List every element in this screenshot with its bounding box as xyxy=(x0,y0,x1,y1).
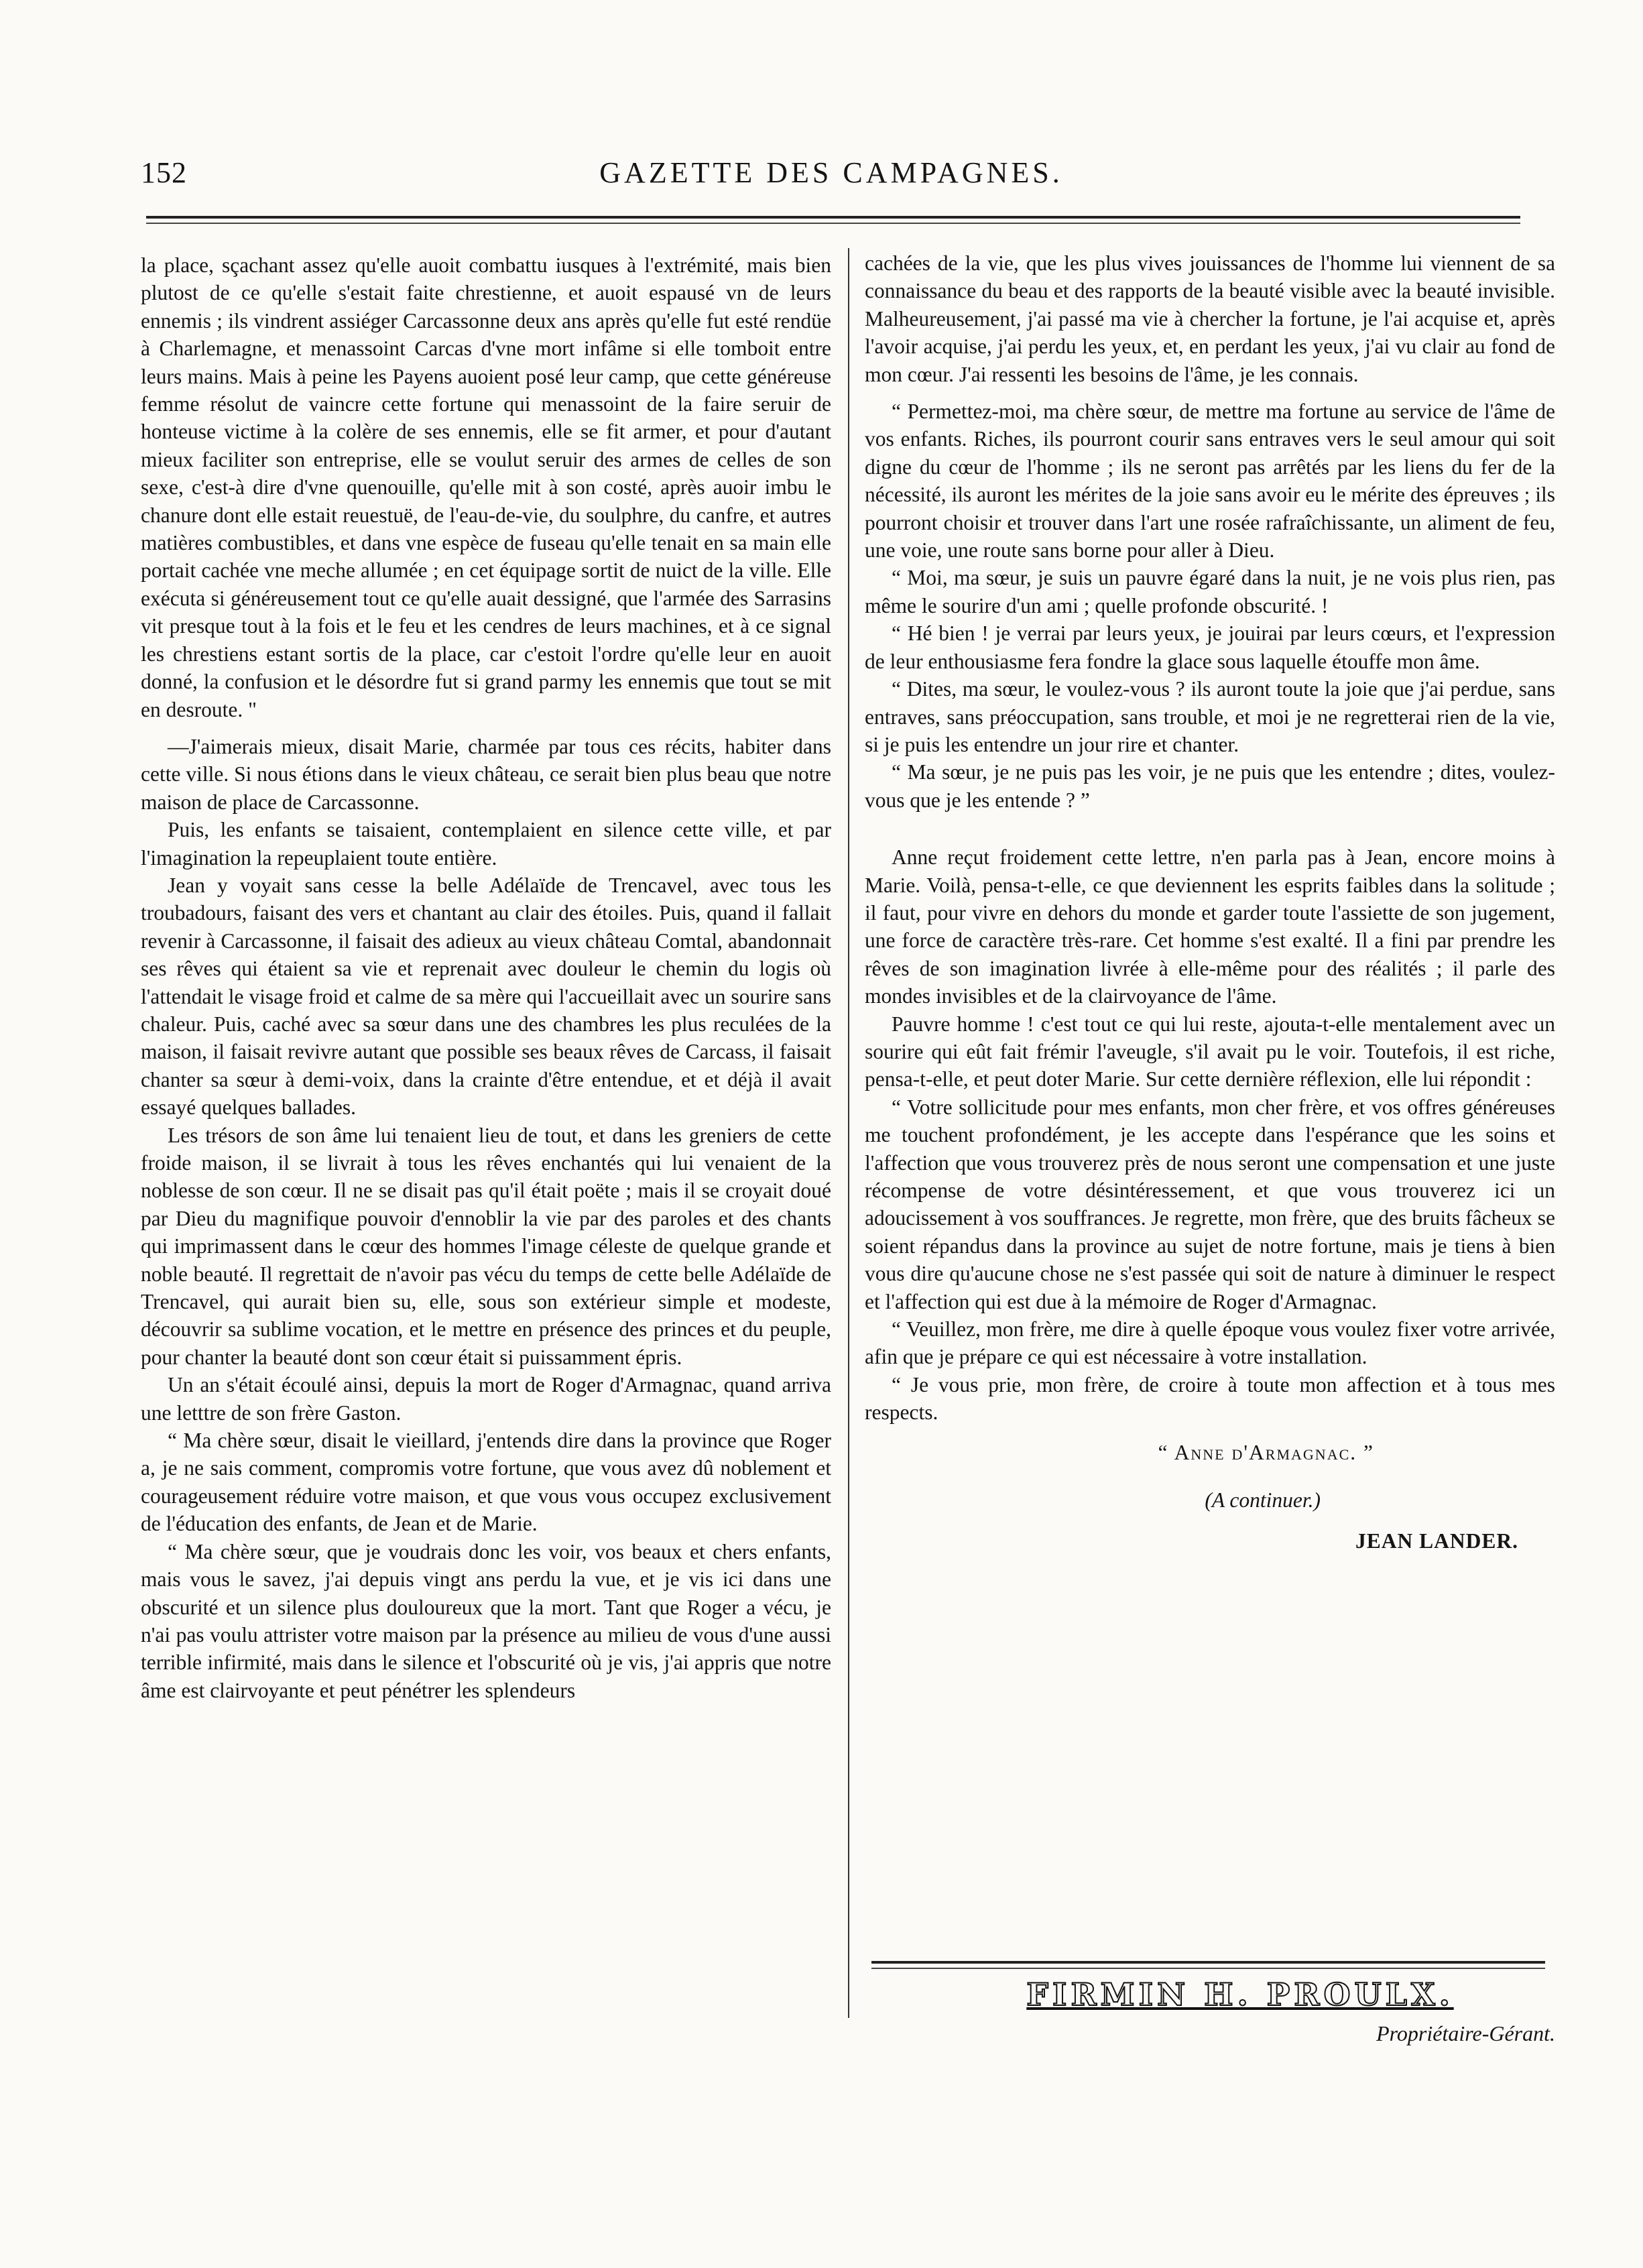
column-divider xyxy=(848,248,849,2018)
paragraph: “ Hé bien ! je verrai par leurs yeux, je jouirai par leurs cœurs, et l'expression de leur enthousiasme fera fondre la glace sous laquelle étouffe mon âme. xyxy=(865,621,1555,673)
paragraph: “ Ma chère sœur, que je voudrais donc les voir, vos beaux et chers enfants, mais vous le savez, j'ai depuis vingt ans perdu la vue, et je vis ici dans une obscurité et un silence plus douloureux que la mort. Tant que Roger a vécu, je n'ai pas voulu attrister votre maison par la présence au milieu de vous d'une aussi terrible infirmité, mais dans le silence et l'obscurité où je vis, j'ai appris que notre âme est clairvoyante et peut pénétrer les splendeurs xyxy=(141,1539,831,1702)
paragraph: Les trésors de son âme lui tenaient lieu de tout, et dans les greniers de cette froide maison, il se livrait à tous les rêves enchantés qui lui venaient de la noblesse de son cœur. Il ne se disait pas qu'il était poëte ; mais il se croyait doué par Dieu du magnifique pouvoir d'ennoblir la vie par des paroles et des chants qui imprimassent dans le cœur des hommes l'image céleste de quelque grande et noble beauté. Il regrettait de n'avoir pas vécu du temps de cette belle Adélaïde de Trencavel, qui aurait bien su, elle, sous son extérieur simple et modeste, découvrir sa sublime vocation, et le mettre en présence des princes et du peuple, pour chanter la beauté dont son cœur était si puissamment épris. xyxy=(141,1123,831,1369)
page-number: 152 xyxy=(141,156,187,189)
paragraph: cachées de la vie, que les plus vives jouissances de l'homme lui viennent de sa connaissance du beau et des rapports de la beauté visible avec la beauté invisible. Malheureusement, j'ai passé ma vie à chercher la fortune, je l'ai acquise et, après l'avoir acquise, j'ai perdu les yeux, et, en perdant les yeux, j'ai vu clair au fond de mon cœur. J'ai ressenti les besoins de l'âme, je les connais. xyxy=(865,251,1555,386)
right-column xyxy=(865,249,1555,1555)
paragraph: “ Ma chère sœur, disait le vieillard, j'entends dire dans la province que Roger a, je ne sais comment, compromis votre fortune, que vous avez dû noblement et courageusement réduire votre maison, et que vous vous occupez exclusivement de l'éducation des enfants, de Jean et de Marie. xyxy=(141,1429,831,1536)
paragraph: “ Je vous prie, mon frère, de croire à toute mon affection et à tous mes respects. xyxy=(865,1372,1555,1425)
paragraph: “ Moi, ma sœur, je suis un pauvre égaré dans la nuit, je ne vois plus rien, pas même le sourire d'un ami ; quelle profonde obscurité. ! xyxy=(865,566,1555,617)
left-column xyxy=(141,251,831,1704)
paragraph: “ Ma sœur, je ne puis pas les voir, je ne puis que les entendre ; dites, voulez-vous que je les entende ? ” xyxy=(865,760,1555,812)
page-header xyxy=(141,156,1522,196)
footer-rule xyxy=(871,1961,1545,1969)
journal-title: GAZETTE DES CAMPAGNES. xyxy=(599,156,1063,189)
paragraph: “ Dites, ma sœur, le voulez-vous ? ils auront toute la joie que j'ai perdue, sans entraves, sans préoccupation, sans trouble, et moi je ne regretterai rien de la vie, si je puis les entendre un jour rire et chanter. xyxy=(865,677,1555,756)
paragraph: Puis, les enfants se taisaient, contemplaient en silence cette ville, et par l'imagination la repeuplaient toute entière. xyxy=(141,818,831,870)
paragraph: “ Veuillez, mon frère, me dire à quelle époque vous voulez fixer votre arrivée, afin que je prépare ce qui est nécessaire à votre installation. xyxy=(865,1317,1555,1369)
paragraph: Anne reçut froidement cette lettre, n'en parla pas à Jean, encore moins à Marie. Voilà, pensa-t-elle, ce que deviennent les esprits faibles dans la solitude ; il faut, pour vivre en dehors du monde et garder toute l'assiette de son jugement, une force de caractère très-rare. Cet homme s'est exalté. Il a fini par prendre les rêves de son imagination livrée à elle-même pour des réalités ; il parle des mondes invisibles et de la clairvoyance de l'âme. xyxy=(865,845,1555,1008)
publisher-name: FIRMIN H. PROULX. xyxy=(1026,1976,1454,2013)
letter-signature: “ Anne d'Armagnac. ” xyxy=(1158,1440,1374,1464)
paragraph: “ Permettez-moi, ma chère sœur, de mettre ma fortune au service de l'âme de vos enfants. Riches, ils pourront courir sans entraves vers le seul amour qui soit digne du cœur de l'homme ; ils ne seront pas arrêtés par les liens du fer de la nécessité, ils auront les mérites de la joie sans avoir eu le mérite des épreuves ; ils pourront choisir et trouver dans l'art une rosée rafraîchissante, un aliment de feu, une voie, une route sans borne pour aller à Dieu. xyxy=(865,400,1555,562)
paragraph: Jean y voyait sans cesse la belle Adélaïde de Trencavel, avec tous les troubadours, faisant des vers et chantant au clair des étoiles. Puis, quand il fallait revenir à Carcassonne, il faisait des adieux au vieux château Comtal, abandonnait ses rêves qui étaient sa vie et reprenait avec douleur le chemin du logis où l'attendait le visage froid et calme de sa mère qui l'accueillait avec un sourire sans chaleur. Puis, caché avec sa sœur dans une des chambres les plus reculées de la maison, il faisait revivre autant que possible ses beaux rêves de Carcass, il faisait chanter sa sœur à demi-voix, dans la crainte d'être entendue, et et déjà il avait essayé quelques ballades. xyxy=(141,873,831,1120)
publisher-role: Propriétaire-Gérant. xyxy=(1376,2021,1555,2045)
paragraph: la place, sçachant assez qu'elle auoit combattu iusques à l'extrémité, mais bien plutost de ce qu'elle s'estait faite chrestienne, et auoit espausé vn de leurs ennemis ; ils vindrent assiéger Carcassonne deux ans après qu'elle fut esté rendüe à Charlemagne, et menassoint Carcas d'vne mort infâme si elle tomboit entre leurs mains. Mais à peine les Payens auoient posé leur camp, que cette généreuse femme résolut de vaincre cette fortune qui menassoint de la faire seruir de honteuse victime à la colère de ses ennemis, elle se fit armer, et pour d'autant mieux faciliter son entreprise, elle se voulut seruir des armes de celles de son sexe, c'est-à dire d'vne quenouille, qu'elle mit à son costé, après auoir imbu le chanure dont elle estait reuestuë, de l'eau-de-vie, du soulphre, du canfre, et autres matières combustibles, et dans vne espèce de fuseau qu'elle tenait en sa main elle portait cachée vne meche allumée ; en cet équipage sortit de nuict de la ville. Elle exécuta si généreusement tout ce qu'elle auait dessigné, que l'armée des Sarrasins vit presque tout à la fois et le feu et les cendres de leurs machines, et à ce signal les chrestiens estant sortis de la place, car c'estoit l'ordre qu'elle leur en auoit donné, la confusion et le désordre fut si grand parmy les ennemis que tout se mit en desroute. " xyxy=(141,253,831,721)
paragraph: “ Votre sollicitude pour mes enfants, mon cher frère, et vos offres généreuses me touchent profondément, je les accepte dans l'espérance que les soins et l'affection que vous trouverez près de nous seront une compensation et une juste récompense de votre désintéressement, et que vous trouverez ici un adoucissement à vos souffrances. Je regrette, mon frère, que des bruits fâcheux se soient répandus dans la province au sujet de notre fortune, mais je tiens à bien vous dire qu'aucune chose ne s'est passée qui soit de nature à diminuer le respect et l'affection qui est due à la mémoire de Roger d'Armagnac. xyxy=(865,1095,1555,1313)
header-rule xyxy=(146,216,1520,224)
paragraph: —J'aimerais mieux, disait Marie, charmée par tous ces récits, habiter dans cette ville. Si nous étions dans le vieux château, ce serait bien plus beau que notre maison de place de Carcassonne. xyxy=(141,734,831,814)
paragraph: Pauvre homme ! c'est tout ce qui lui reste, ajouta-t-elle mentalement avec un sourire qui eût fait frémir l'aveugle, s'il avait pu le voir. Toutefois, il est riche, pensa-t-elle, et peut doter Marie. Sur cette dernière réflexion, elle lui répondit : xyxy=(865,1012,1555,1091)
paragraph: Un an s'était écoulé ainsi, depuis la mort de Roger d'Armagnac, quand arriva une letttre de son frère Gaston. xyxy=(141,1373,831,1425)
continuation-note: (A continuer.) xyxy=(1205,1488,1321,1512)
author-name: JEAN LANDER. xyxy=(1355,1529,1518,1553)
